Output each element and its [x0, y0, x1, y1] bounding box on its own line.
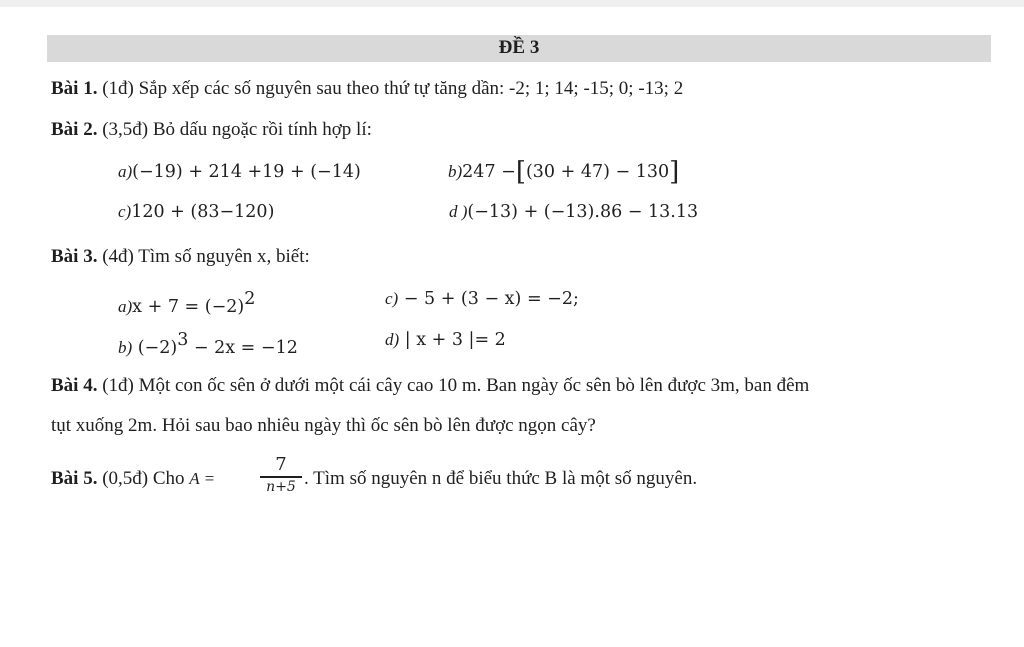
- open-bracket: [: [515, 157, 526, 187]
- problem-3b-label: b): [118, 338, 133, 357]
- problem-2a: [118, 160, 361, 184]
- problem-3-text: (4đ) Tìm số nguyên x, biết:: [102, 246, 310, 267]
- problem-2d: [449, 200, 698, 224]
- problem-3a-expression: x + 7 = (−2): [132, 297, 245, 317]
- problem-4-text-line1: (1đ) Một con ốc sên ở dưới một cái cây cao 10 m. Ban ngày ốc sên bò lên được 3m, ban đêm: [102, 375, 810, 396]
- problem-4-label: Bài 4.: [51, 375, 98, 396]
- problem-3a-exponent: 2: [244, 289, 256, 309]
- problem-3-label: Bài 3.: [51, 246, 98, 267]
- problem-3a-label: a): [118, 297, 133, 316]
- exam-title: ĐỀ 3: [498, 37, 540, 58]
- close-bracket: ]: [669, 157, 680, 187]
- problem-2d-label: d ): [449, 202, 468, 221]
- problem-5: [51, 467, 215, 491]
- problem-3d: [385, 328, 506, 352]
- problem-4-text-line2: tụt xuống 2m. Hỏi sau bao nhiêu ngày thì ốc sên bò lên được ngọn cây?: [51, 415, 596, 436]
- problem-5-rest: [304, 467, 697, 491]
- problem-3c: [385, 287, 579, 311]
- problem-3b-expression: − 2x = −12: [188, 338, 298, 358]
- problem-3c-expression: − 5 + (3 − x) = −2;: [398, 289, 579, 309]
- problem-2b-label: b): [448, 162, 463, 181]
- problem-3b: [118, 328, 298, 360]
- problem-3d-expression: | x + 3 |= 2: [399, 330, 506, 350]
- problem-2-label: Bài 2.: [51, 119, 98, 140]
- problem-2c-expression: 120 + (83−120): [131, 202, 275, 222]
- problem-1-text: (1đ) Sắp xếp các số nguyên sau theo thứ tự tăng dần: -2; 1; 14; -15; 0; -13; 2: [102, 78, 684, 99]
- problem-2c-label: c): [118, 202, 132, 221]
- problem-4: [51, 374, 809, 398]
- problem-2b-inner: (30 + 47) − 130: [525, 162, 670, 182]
- problem-5-fraction: [258, 454, 304, 495]
- problem-2a-expression: (−19) + 214 +19 + (−14): [132, 162, 361, 182]
- problem-2-text: (3,5đ) Bỏ dấu ngoặc rồi tính hợp lí:: [102, 119, 372, 140]
- problem-3c-label: c): [385, 289, 399, 308]
- problem-2b-number: 247 −: [462, 162, 516, 182]
- problem-4-line2: [51, 414, 596, 438]
- problem-2b: [448, 157, 680, 187]
- top-border: [0, 0, 1024, 7]
- problem-2c: [118, 200, 274, 224]
- fraction-denominator: n+5: [266, 478, 296, 495]
- problem-5-label: Bài 5.: [51, 468, 98, 489]
- problem-5-variable: A =: [189, 469, 216, 488]
- problem-2d-expression: (−13) + (−13).86 − 13.13: [467, 202, 699, 222]
- fraction-bar: [260, 476, 302, 478]
- problem-2: [51, 118, 372, 142]
- problem-1-label: Bài 1.: [51, 78, 98, 99]
- problem-1: [51, 77, 683, 101]
- problem-3b-base: (−2): [132, 338, 178, 358]
- problem-3: [51, 245, 310, 269]
- problem-2a-label: a): [118, 162, 133, 181]
- problem-3d-label: d): [385, 330, 400, 349]
- problem-3b-exponent: 3: [177, 330, 189, 350]
- fraction-numerator: 7: [275, 454, 287, 475]
- problem-5-text-pre: (0,5đ) Cho: [102, 468, 190, 489]
- exam-header-bar: [47, 35, 991, 62]
- problem-5-text-post: . Tìm số nguyên n để biểu thức B là một số nguyên.: [304, 468, 698, 489]
- problem-3a: [118, 287, 255, 319]
